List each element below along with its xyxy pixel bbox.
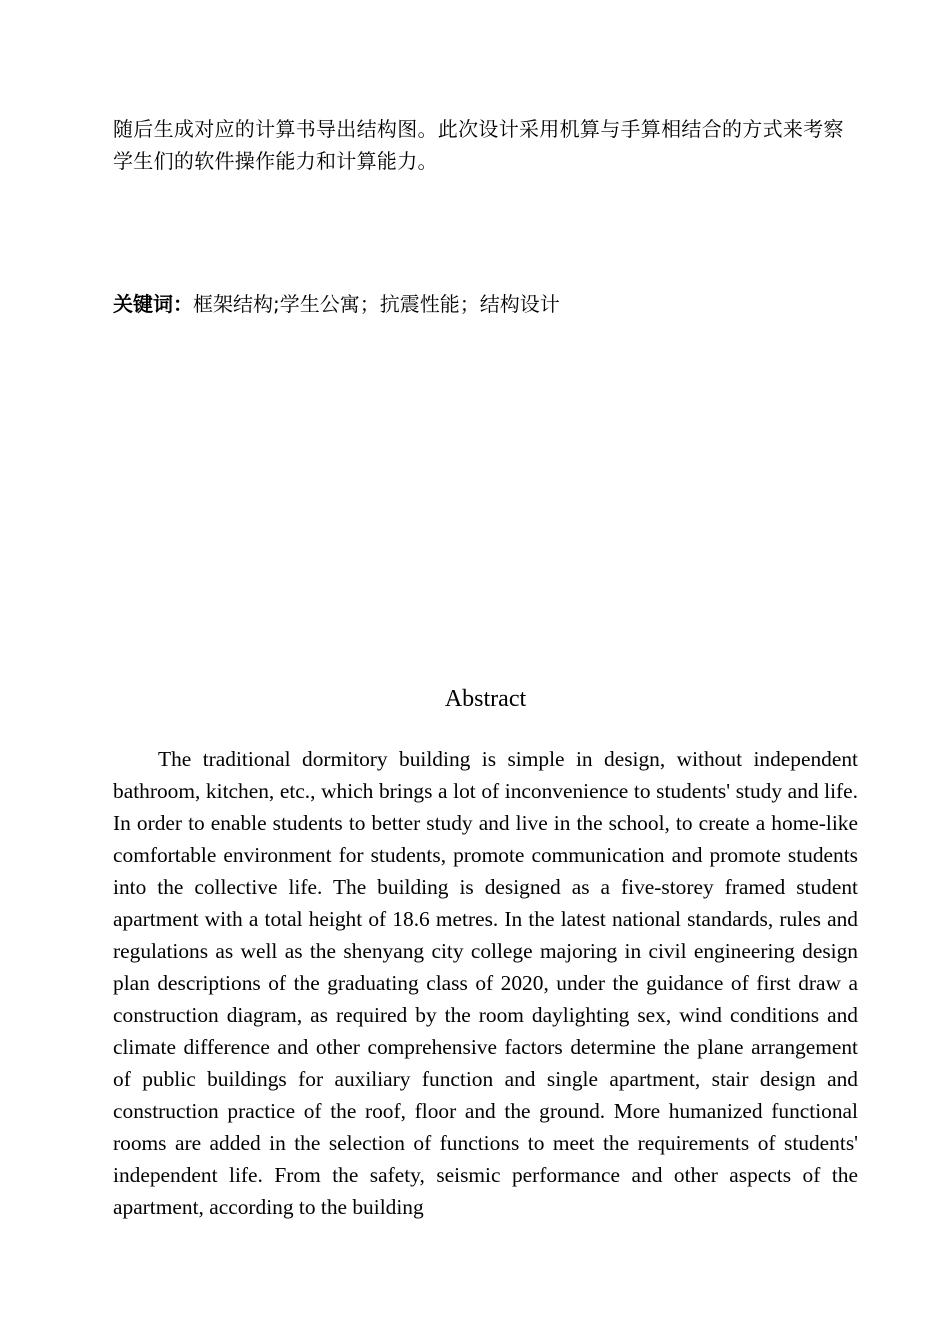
keywords-label: 关键词： [113,292,193,316]
keywords-value: 框架结构;学生公寓；抗震性能；结构设计 [193,292,560,316]
abstract-heading: Abstract [444,686,527,712]
keywords-line [113,288,858,320]
chinese-summary-paragraph: 随后生成对应的计算书导出结构图。此次设计采用机算与手算相结合的方式来考察学生们的软件操作能力和计算能力。 [113,117,844,173]
abstract-body-paragraph: The traditional dormitory building is simple in design, without independent bathroom, kitchen, etc., which brings a lot of inconvenience to students' study and life. In order to enable students to better study and live in the school, to create a home-like comfortable environment for students, promote communication and promote students into the collective life. The building is designed as a five-storey framed student apartment with a total height of 18.6 metres. In the latest national standards, rules and regulations as well as the shenyang city college majoring in civil engineering design plan descriptions of the graduating class of 2020, under the guidance of first draw a construction diagram, as required by the room daylighting sex, wind conditions and climate difference and other comprehensive factors determine the plane arrangement of public buildings for auxiliary function and single apartment, stair design and construction practice of the roof, floor and the ground. More humanized functional rooms are added in the selection of functions to meet the requirements of students' independent life. From the safety, seismic performance and other aspects of the apartment, according to the building [113,747,858,1219]
